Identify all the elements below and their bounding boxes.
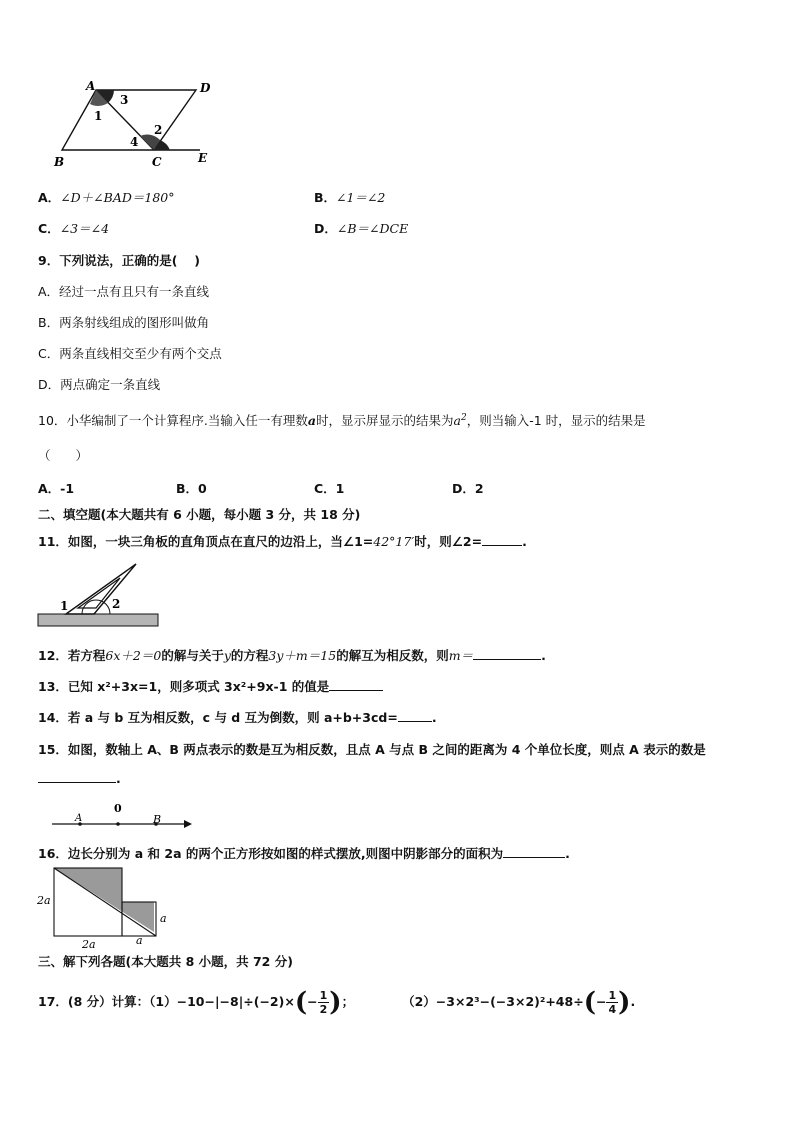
- option-9d: D．两点确定一条直线: [38, 377, 161, 392]
- option-9a: A．经过一点有且只有一条直线: [38, 284, 210, 299]
- option-9c: C．两条直线相交至少有两个交点: [38, 346, 222, 361]
- paren-open: (: [583, 987, 596, 1018]
- question-12-stem: 12．若方程6x＋2＝0的解与关于y的方程3y＋m＝15的解互为相反数，则m＝ .: [38, 648, 546, 663]
- ruler-triangle-figure: [36, 562, 166, 630]
- label-e: E: [198, 151, 208, 165]
- label-3: 3: [120, 93, 129, 107]
- answer-blank[interactable]: [473, 647, 541, 660]
- question-16-stem: 16．边长分别为 a 和 2a 的两个正方形按如图的样式摆放,则图中阴影部分的面积为 .: [38, 846, 570, 861]
- point-b-label: B: [153, 813, 162, 826]
- option-label: A．: [38, 190, 61, 205]
- number-line-figure: [48, 800, 194, 834]
- squares-figure: [34, 864, 174, 950]
- label-b: B: [54, 155, 65, 169]
- option-10a: A．-1: [38, 481, 75, 496]
- option-10d: D．2: [452, 481, 484, 496]
- paren-close: ): [618, 987, 631, 1018]
- section-3-heading: 三、解下列各题(本大题共 8 小题，共 72 分): [38, 954, 293, 969]
- option-text: ∠D＋∠BAD＝180°: [60, 190, 175, 205]
- answer-blank[interactable]: [38, 770, 116, 783]
- option-text: ∠B＝∠DCE: [336, 221, 409, 236]
- label-c: C: [152, 155, 162, 169]
- zero-label: 0: [114, 802, 122, 815]
- label-d: D: [200, 81, 211, 95]
- bottom-big-label: 2a: [82, 938, 96, 950]
- label-a: A: [86, 79, 96, 93]
- option-label: B．: [314, 190, 337, 205]
- option-8d: [314, 219, 408, 237]
- question-10-stem: 10．小华编制了一个计算程序.当输入任一有理数a时，显示屏显示的结果为$a^2$，则当输入-1 时，显示的结果是: [38, 412, 646, 428]
- parallelogram-figure: [48, 78, 218, 170]
- bottom-small-label: a: [136, 934, 143, 947]
- question-15-stem: 15．如图，数轴上 A、B 两点表示的数是互为相反数，且点 A 与点 B 之间的距离为 4 个单位长度，则点 A 表示的数是: [38, 742, 706, 757]
- answer-blank[interactable]: [482, 533, 522, 546]
- left-label: 2a: [37, 894, 51, 907]
- part-1-expression: −10−|−8|÷(−2)×: [176, 994, 295, 1009]
- option-label: C．: [38, 221, 60, 236]
- fraction-quarter: $\frac{1}{4}$: [608, 989, 617, 1016]
- label-1: 1: [94, 109, 103, 123]
- question-13-stem: 13．已知 x²+3x=1，则多项式 3x²+9x-1 的值是: [38, 677, 383, 695]
- answer-blank[interactable]: [329, 678, 383, 691]
- paren-close: ): [329, 987, 342, 1018]
- question-15-answer-line: .: [38, 770, 121, 786]
- option-8c: [38, 219, 109, 237]
- option-label: D．: [314, 221, 337, 236]
- option-10b: B．0: [176, 481, 207, 496]
- label-4: 4: [130, 135, 139, 149]
- answer-blank[interactable]: [398, 709, 432, 722]
- question-9-stem: 9．下列说法，正确的是( ): [38, 253, 200, 268]
- question-11-stem: 11．如图，一块三角板的直角顶点在直尺的边沿上，当∠1=42°17′时，则∠2= .: [38, 534, 527, 549]
- question-10-paren: （ ）: [38, 448, 89, 463]
- part-2-expression: −3×2³−(−3×2)²+48÷: [435, 994, 584, 1009]
- question-17-stem: 17．(8 分）计算：（1）−10−|−8|÷(−2)×(− $\frac{1}{2}$ )； （2）−3×2³−(−3×2)²+48÷(− $\frac{1}{4}$ ).: [38, 987, 636, 1018]
- option-8a: [38, 188, 175, 206]
- fraction-half: $\frac{1}{2}$: [319, 989, 328, 1016]
- label-2: 2: [154, 123, 163, 137]
- option-text: ∠3＝∠4: [59, 221, 110, 236]
- option-8b: [314, 188, 385, 206]
- option-text: ∠1＝∠2: [336, 190, 386, 205]
- question-14-stem: 14．若 a 与 b 互为相反数，c 与 d 互为倒数，则 a+b+3cd= .: [38, 710, 437, 725]
- option-9b: B．两条射线组成的图形叫做角: [38, 315, 210, 330]
- angle-1-label: 1: [60, 599, 69, 613]
- section-2-heading: 二、填空题(本大题共有 6 小题，每小题 3 分，共 18 分): [38, 507, 361, 522]
- option-10c: C．1: [314, 481, 345, 496]
- right-label: a: [160, 912, 167, 925]
- point-a-label: A: [75, 813, 83, 824]
- answer-blank[interactable]: [503, 845, 565, 858]
- angle-2-label: 2: [112, 597, 121, 611]
- paren-open: (: [294, 987, 308, 1018]
